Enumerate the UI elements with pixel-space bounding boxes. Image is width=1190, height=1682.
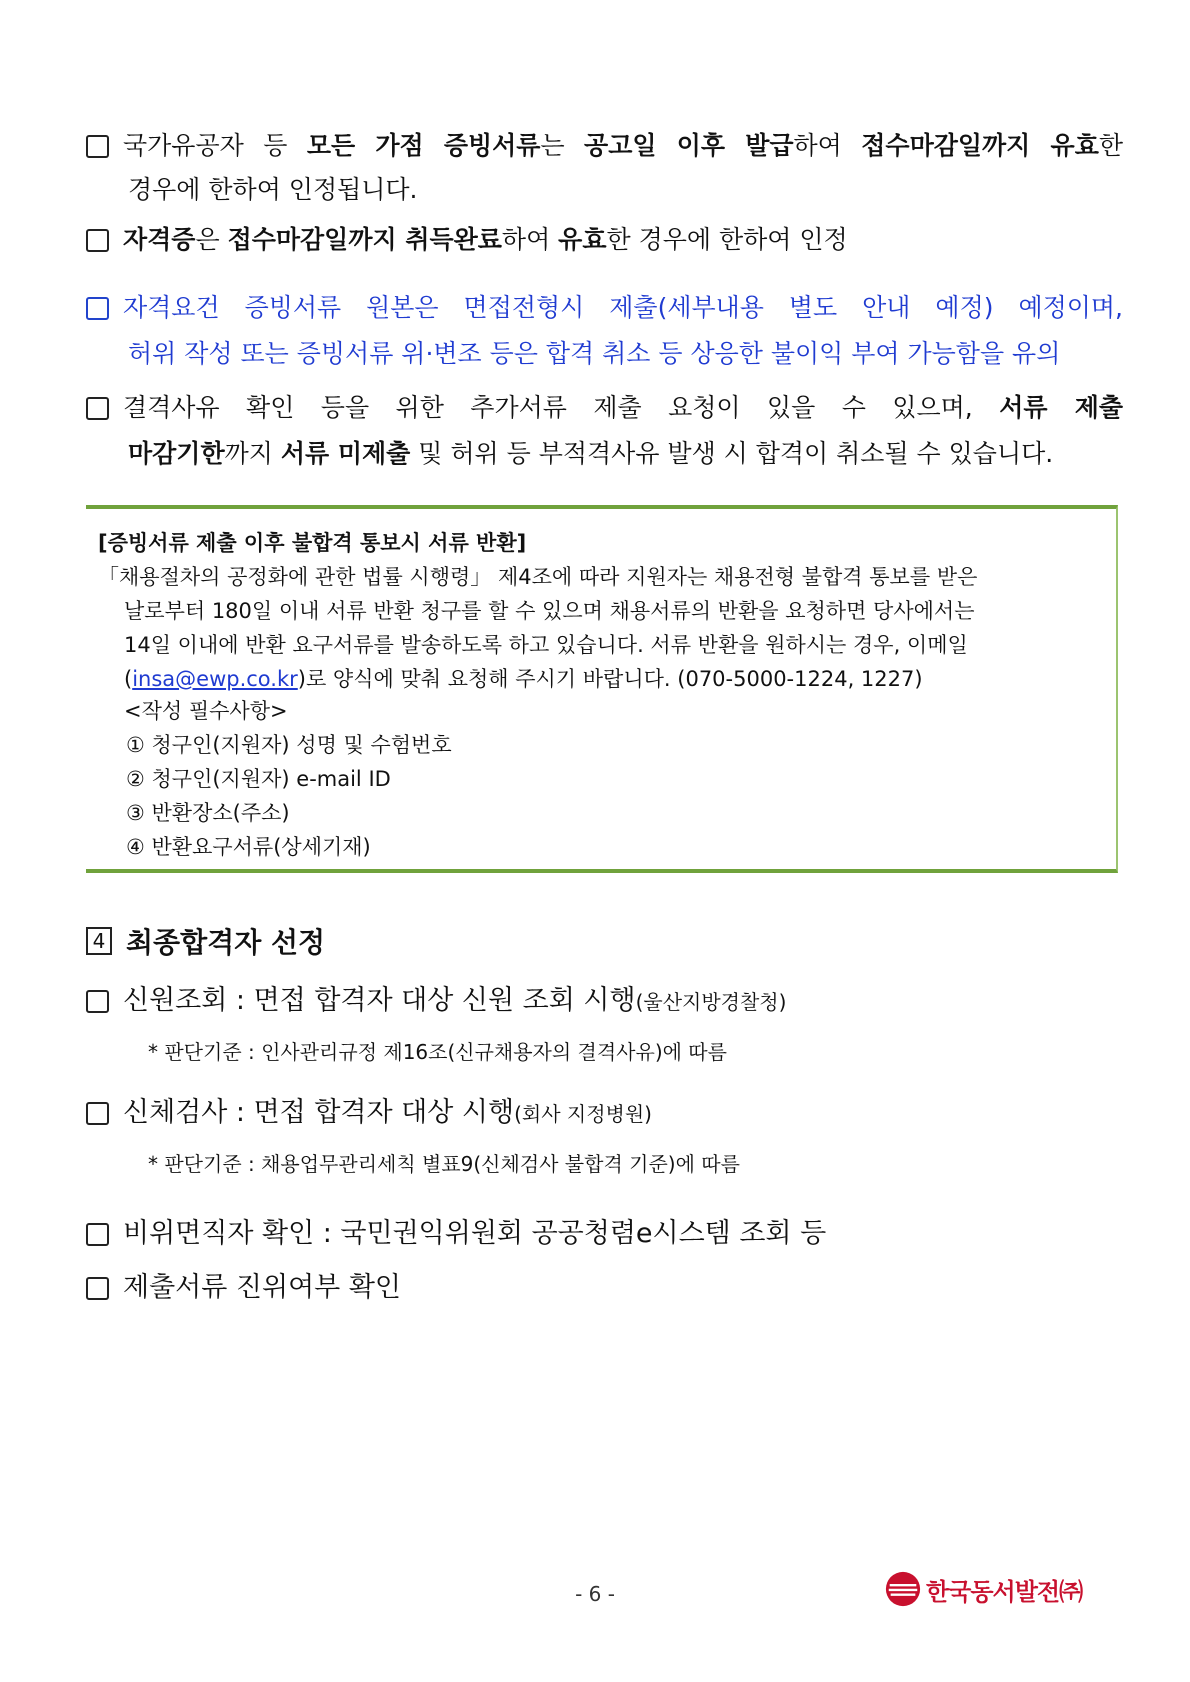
notice-item-3-line-1: 자격요건 증빙서류 원본은 면접전형시 제출(세부내용 별도 안내 예정) 예정이며, xyxy=(123,293,1123,322)
infobox-paragraph-line-2: 날로부터 180일 이내 서류 반환 청구를 할 수 있으며 채용서류의 반환을 요청하면 당사에서는 xyxy=(124,599,975,623)
checkbox-icon xyxy=(86,1277,109,1300)
checkbox-icon xyxy=(86,990,109,1013)
selection-item-text: 신원조회 : 면접 합격자 대상 신원 조회 시행(울산지방경찰청) xyxy=(123,985,787,1016)
section-number-box: 4 xyxy=(86,927,112,955)
selection-item-text: 제출서류 진위여부 확인 xyxy=(123,1272,401,1303)
checkbox-icon xyxy=(86,1102,109,1125)
selection-item-physical-exam xyxy=(86,1095,1126,1132)
infobox-required-item: ③ 반환장소(주소) xyxy=(126,801,290,825)
infobox-required-title: <작성 필수사항> xyxy=(124,699,288,723)
infobox-required-item: ② 청구인(지원자) e-mail ID xyxy=(126,767,391,791)
selection-item-misconduct-check xyxy=(86,1216,1126,1252)
infobox-required-item: ④ 반환요구서류(상세기재) xyxy=(126,835,371,859)
company-logo-icon xyxy=(884,1570,922,1608)
section-title: 최종합격자 선정 xyxy=(126,926,326,959)
company-logo xyxy=(884,1570,1082,1608)
selection-item-document-verification xyxy=(86,1270,1126,1306)
checkbox-icon xyxy=(86,297,109,320)
notice-item-3 xyxy=(86,290,1126,372)
company-logo-text: 한국동서발전㈜ xyxy=(926,1577,1083,1606)
notice-item-1-line-2: 경우에 한하여 인정됩니다. xyxy=(128,175,418,204)
notice-item-1-line-1: 국가유공자 등 모든 가점 증빙서류는 공고일 이후 발급하여 접수마감일까지 유효한 xyxy=(123,131,1123,160)
checkbox-icon xyxy=(86,1223,109,1246)
criteria-note: * 판단기준 : 채용업무관리세칙 별표9(신체검사 불합격 기준)에 따름 xyxy=(148,1152,740,1176)
notice-item-4-line-1: 결격사유 확인 등을 위한 추가서류 제출 요청이 있을 수 있으며, 서류 제출 xyxy=(123,393,1123,422)
infobox-required-item: ① 청구인(지원자) 성명 및 수험번호 xyxy=(126,733,452,757)
selection-item-background-check xyxy=(86,983,1126,1020)
section-heading xyxy=(86,921,325,961)
infobox-paragraph-line-1: 「채용절차의 공정화에 관한 법률 시행령」 제4조에 따라 지원자는 채용전형 불합격 통보를 받은 xyxy=(98,565,978,589)
notice-item-3-line-2: 허위 작성 또는 증빙서류 위·변조 등은 합격 취소 등 상응한 불이익 부여 가능함을 유의 xyxy=(128,339,1061,368)
infobox-paragraph-line-3: 14일 이내에 반환 요구서류를 발송하도록 하고 있습니다. 서류 반환을 원하시는 경우, 이메일 xyxy=(124,633,968,657)
infobox-title: [증빙서류 제출 이후 불합격 통보시 서류 반환] xyxy=(98,531,527,555)
notice-item-4-line-2: 마감기한까지 서류 미제출 및 허위 등 부적격사유 발생 시 합격이 취소될 수 있습니다. xyxy=(128,439,1054,468)
checkbox-icon xyxy=(86,397,109,420)
selection-item-text: 신체검사 : 면접 합격자 대상 시행(회사 지정병원) xyxy=(123,1097,652,1128)
notice-item-2 xyxy=(86,222,1126,258)
document-return-infobox xyxy=(86,505,1118,873)
page-number: - 6 - xyxy=(575,1582,615,1606)
notice-item-2-line: 자격증은 접수마감일까지 취득완료하여 유효한 경우에 한하여 인정 xyxy=(123,225,848,254)
notice-item-1 xyxy=(86,128,1126,208)
email-link[interactable]: insa@ewp.co.kr xyxy=(132,667,298,691)
checkbox-icon xyxy=(86,229,109,252)
selection-item-text: 비위면직자 확인 : 국민권익위원회 공공청렴e시스템 조회 등 xyxy=(123,1218,827,1249)
notice-item-4 xyxy=(86,390,1126,472)
infobox-paragraph-line-4: (insa@ewp.co.kr)로 양식에 맞춰 요청해 주시기 바랍니다. (070-5000-1224, 1227) xyxy=(124,667,923,691)
criteria-note: * 판단기준 : 인사관리규정 제16조(신규채용자의 결격사유)에 따름 xyxy=(148,1040,727,1064)
checkbox-icon xyxy=(86,135,109,158)
